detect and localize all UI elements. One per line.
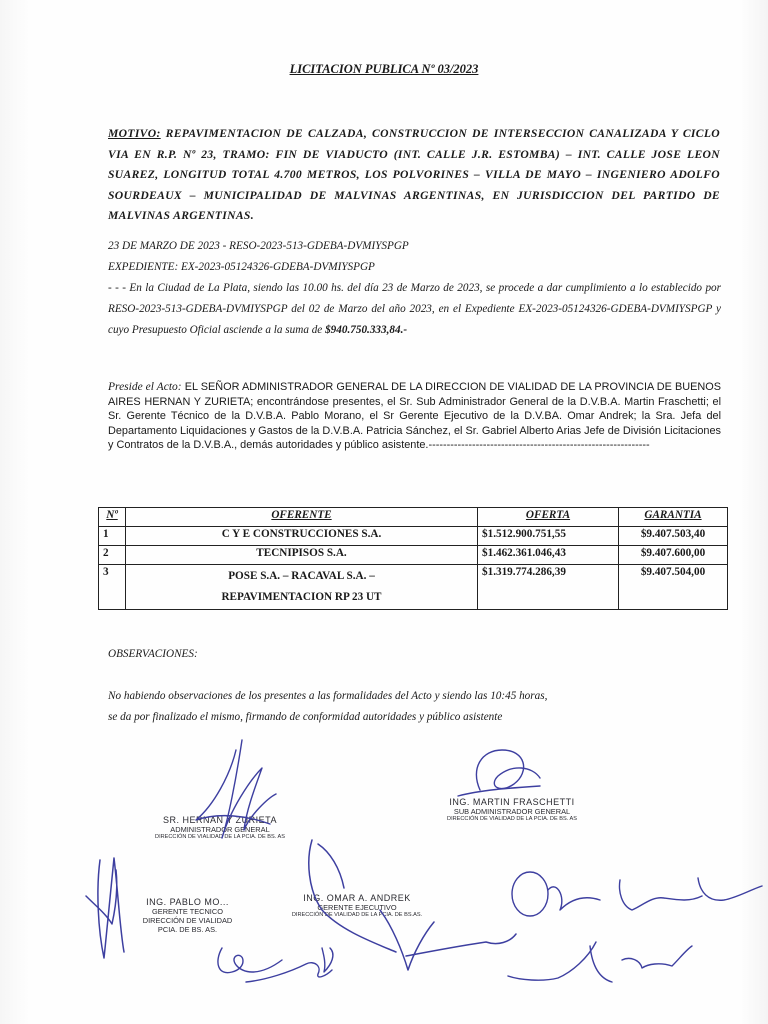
date-resolution-line: 23 DE MARZO DE 2023 - RESO-2023-513-GDEBA-DVMIYSPGP: [108, 240, 409, 252]
document-title: LICITACION PUBLICA Nº 03/2023: [289, 62, 479, 76]
signature-zurieta: [196, 740, 276, 838]
header-oferta: OFERTA: [478, 508, 619, 527]
preside-paragraph: [108, 380, 721, 453]
intro-text: - - - En la Ciudad de La Plata, siendo las 10.00 hs. del día 23 de Marzo de 2023, se procede a dar cumplimiento a lo establecido por RESO-2023-513-GDEBA-DVMIYSPGP del 02 de Marzo del año 2023, en el Expediente EX-2023-05124326-GDEBA-DVMIYSPGP y cuyo Presupuesto Oficial asciende a la suma de: [108, 282, 721, 336]
stamp-name: SR. HERNAN Y ZURIETA: [162, 815, 278, 825]
signature-left: [86, 858, 124, 958]
motivo-label: MOTIVO:: [108, 127, 161, 140]
signatures-area: [0, 720, 768, 1024]
stamp-dept: DIRECCIÓN DE VIALIDAD DE LA PCIA. DE BS. AS: [155, 834, 285, 840]
row-garantia: $9.407.600,00: [619, 546, 728, 565]
motivo-paragraph: [108, 124, 720, 227]
table-row: [99, 527, 728, 546]
stamp-dept: DIRECCIÓN DE VIALIDAD DE LA PCIA. DE BS. AS: [447, 816, 577, 822]
stamp-role: ADMINISTRADOR GENERAL: [170, 825, 270, 834]
row-oferta: $1.462.361.046,43: [478, 546, 619, 565]
stamp-role: GERENTE EJECUTIVO: [317, 903, 397, 912]
stamp-role: SUB ADMINISTRADOR GENERAL: [453, 807, 571, 816]
table-row: [99, 546, 728, 565]
preside-text: EL SEÑOR ADMINISTRADOR GENERAL DE LA DIRECCION DE VIALIDAD DE LA PROVINCIA DE BUENOS AIRES HERNAN Y ZURIETA; encontrándose presentes, el Sr. Sub Administrador General de la D.V.B.A. Martin Fraschetti; el Sr. Gerente Técnico de la D.V.B.A. Pablo Morano, el Sr Gerente Ejecutivo de la D.V.BA. Omar Andrek; la Sra. Jefa del Departamento Liquidaciones y Gastos de la D.V.B.A. Patricia Sánchez, el Sr. Gabriel Alberto Arias Jefe de División Licitaciones y Contratos de la D.V.B.A., demás autoridades y público asistente.-------------------------------------------------------------: [108, 381, 721, 452]
row-garantia: $9.407.503,40: [619, 527, 728, 546]
intro-paragraph: [108, 278, 721, 341]
signature-fraschetti: [458, 750, 540, 796]
row-oferente: C Y E CONSTRUCCIONES S.A.: [126, 527, 478, 546]
row-oferente: [126, 565, 478, 610]
official-budget-amount: $940.750.333,84.-: [325, 324, 408, 336]
table-row: [99, 565, 728, 610]
observaciones-line-2: se da por finalizado el mismo, firmando de conformidad autoridades y público asistente: [108, 711, 503, 723]
row-oferta: $1.319.774.286,39: [478, 565, 619, 610]
motivo-text: REPAVIMENTACION DE CALZADA, CONSTRUCCION DE INTERSECCION CANALIZADA Y CICLO VIA EN R.P. Nº 23, TRAMO: FIN DE VIADUCTO (INT. CALLE J.R. ESTOMBA) – INT. CALLE JOSE LEON SUAREZ, LONGITUD TOTAL 4.700 METROS, LOS POLVORINES – VILLA DE MAYO – INGENIERO ADOLFO SOURDEAUX – MUNICIPALIDAD DE MALVINAS ARGENTINAS, EN JURISDICCION DEL PARTIDO DE MALVINAS ARGENTINAS.: [108, 127, 721, 222]
row-oferente-line2: REPAVIMENTACION RP 23 UT: [221, 591, 382, 603]
stamp-dept: DIRECCIÓN DE VIALIDAD DE LA PCIA. DE BS.AS.: [291, 912, 423, 918]
signature-patricia: [512, 872, 762, 916]
bids-table: [98, 507, 728, 610]
header-oferente: OFERENTE: [126, 508, 478, 527]
expediente-line: EXPEDIENTE: EX-2023-05124326-GDEBA-DVMIYSPGP: [108, 261, 375, 273]
row-oferta: $1.512.900.751,55: [478, 527, 619, 546]
row-number: 1: [99, 527, 126, 546]
signature-arias: [508, 942, 692, 982]
row-garantia: $9.407.504,00: [619, 565, 728, 610]
stamp-name: ING. OMAR A. ANDREK: [303, 893, 411, 903]
stamp-name: ING. PABLO MO...: [146, 897, 229, 907]
header-garantia: GARANTIA: [619, 508, 728, 527]
row-number: 3: [99, 565, 126, 610]
observaciones-line-1: No habiendo observaciones de los presentes a las formalidades del Acto y siendo las 10:45 horas,: [108, 690, 548, 702]
stamp-name: ING. MARTIN FRASCHETTI: [449, 797, 575, 807]
table-header-row: [99, 508, 728, 527]
preside-label: Preside el Acto:: [108, 381, 182, 393]
header-number: Nº: [99, 508, 126, 527]
signature-andrek: [309, 840, 516, 970]
stamp-dept-line2: PCIA. DE BS. AS.: [157, 925, 218, 934]
observaciones-title: OBSERVACIONES:: [108, 648, 198, 660]
stamp-dept: DIRECCIÓN DE VIALIDAD: [142, 916, 233, 925]
stamp-role: GERENTE TECNICO: [152, 907, 223, 916]
row-number: 2: [99, 546, 126, 565]
row-oferente: TECNIPISOS S.A.: [126, 546, 478, 565]
signature-sanchez: [218, 948, 333, 982]
row-oferente-line1: POSE S.A. – RACAVAL S.A. –: [228, 570, 375, 582]
